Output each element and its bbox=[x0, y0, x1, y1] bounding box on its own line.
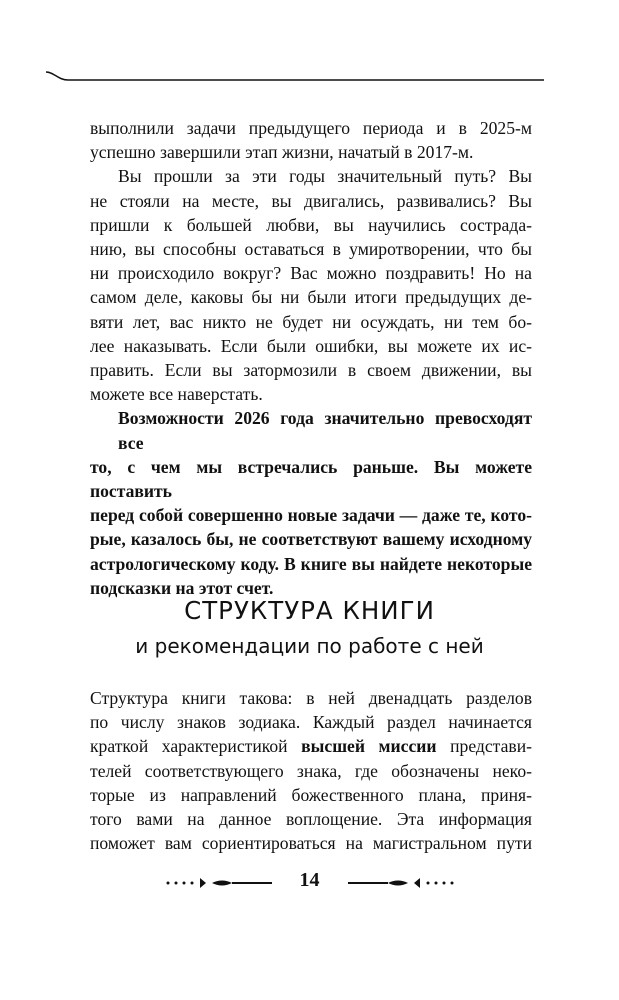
section-heading-subtitle: и рекомендации по работе с ней bbox=[135, 634, 484, 658]
body-text-block-2 bbox=[90, 686, 532, 855]
bold-text-line: астрологическому коду. В книге вы найдете некоторые bbox=[90, 553, 532, 574]
text-line: ни происходило вокруг? Вас можно поздравить! Но на bbox=[90, 263, 532, 284]
bold-text-line: то, с чем мы встречались раньше. Вы можете поставить bbox=[90, 456, 532, 502]
text-line: выполнили задачи предыдущего периода и в 2025-м bbox=[90, 118, 532, 138]
text-line: по числу знаков зодиака. Каждый раздел начинается bbox=[90, 712, 532, 733]
text-line: торые из направлений божественного плана, приня- bbox=[90, 784, 532, 805]
text-line: Вы прошли за эти годы значительный путь? Вы bbox=[118, 166, 532, 187]
bold-text-line: рые, казалось бы, не соответствуют вашему исходному bbox=[90, 529, 532, 550]
text-line bbox=[90, 734, 532, 758]
text-line: вяти лет, вас никто не будет ни осуждать, ни тем бо- bbox=[90, 311, 532, 332]
section-heading-title: СТРУКТУРА КНИГИ bbox=[184, 596, 435, 625]
text-span: представи- bbox=[436, 736, 532, 757]
text-line: нию, вы способны оставаться в умиротворении, что бы bbox=[90, 239, 532, 260]
page-number: 14 bbox=[299, 869, 320, 891]
text-span: краткой характеристикой bbox=[90, 736, 302, 757]
bold-text-line: Возможности 2026 года значительно превосходят все bbox=[118, 408, 532, 453]
emphasis-text: высшей миссии bbox=[301, 736, 437, 757]
text-line: самом деле, каковы бы ни были итоги предыдущих де- bbox=[90, 287, 532, 308]
text-line: Структура книги такова: в ней двенадцать разделов bbox=[90, 688, 532, 708]
header-rule bbox=[44, 66, 544, 86]
text-line: поможет вам сориентироваться на магистральном пути bbox=[90, 833, 532, 854]
text-line: того вами на данное воплощение. Эта информация bbox=[90, 809, 532, 830]
text-line: лее наказывать. Если были ошибки, вы можете их ис- bbox=[90, 335, 532, 356]
body-text-block-1 bbox=[90, 116, 532, 600]
text-line: успешно завершили этап жизни, начатый в 2017-м. bbox=[90, 142, 474, 163]
bold-text-line: подсказки на этот счет. bbox=[90, 577, 274, 598]
text-line: не стояли на месте, вы двигались, развивались? Вы bbox=[90, 190, 532, 211]
text-line: пришли к большей любви, вы научились сострада- bbox=[90, 214, 532, 235]
text-line: править. Если вы затормозили в своем движении, вы bbox=[90, 360, 532, 381]
text-line: можете все наверстать. bbox=[90, 384, 263, 405]
text-line: телей соответствующего знака, где обозначены неко- bbox=[90, 760, 532, 781]
bold-text-line: перед собой совершенно новые задачи — даже те, кото- bbox=[90, 505, 532, 526]
